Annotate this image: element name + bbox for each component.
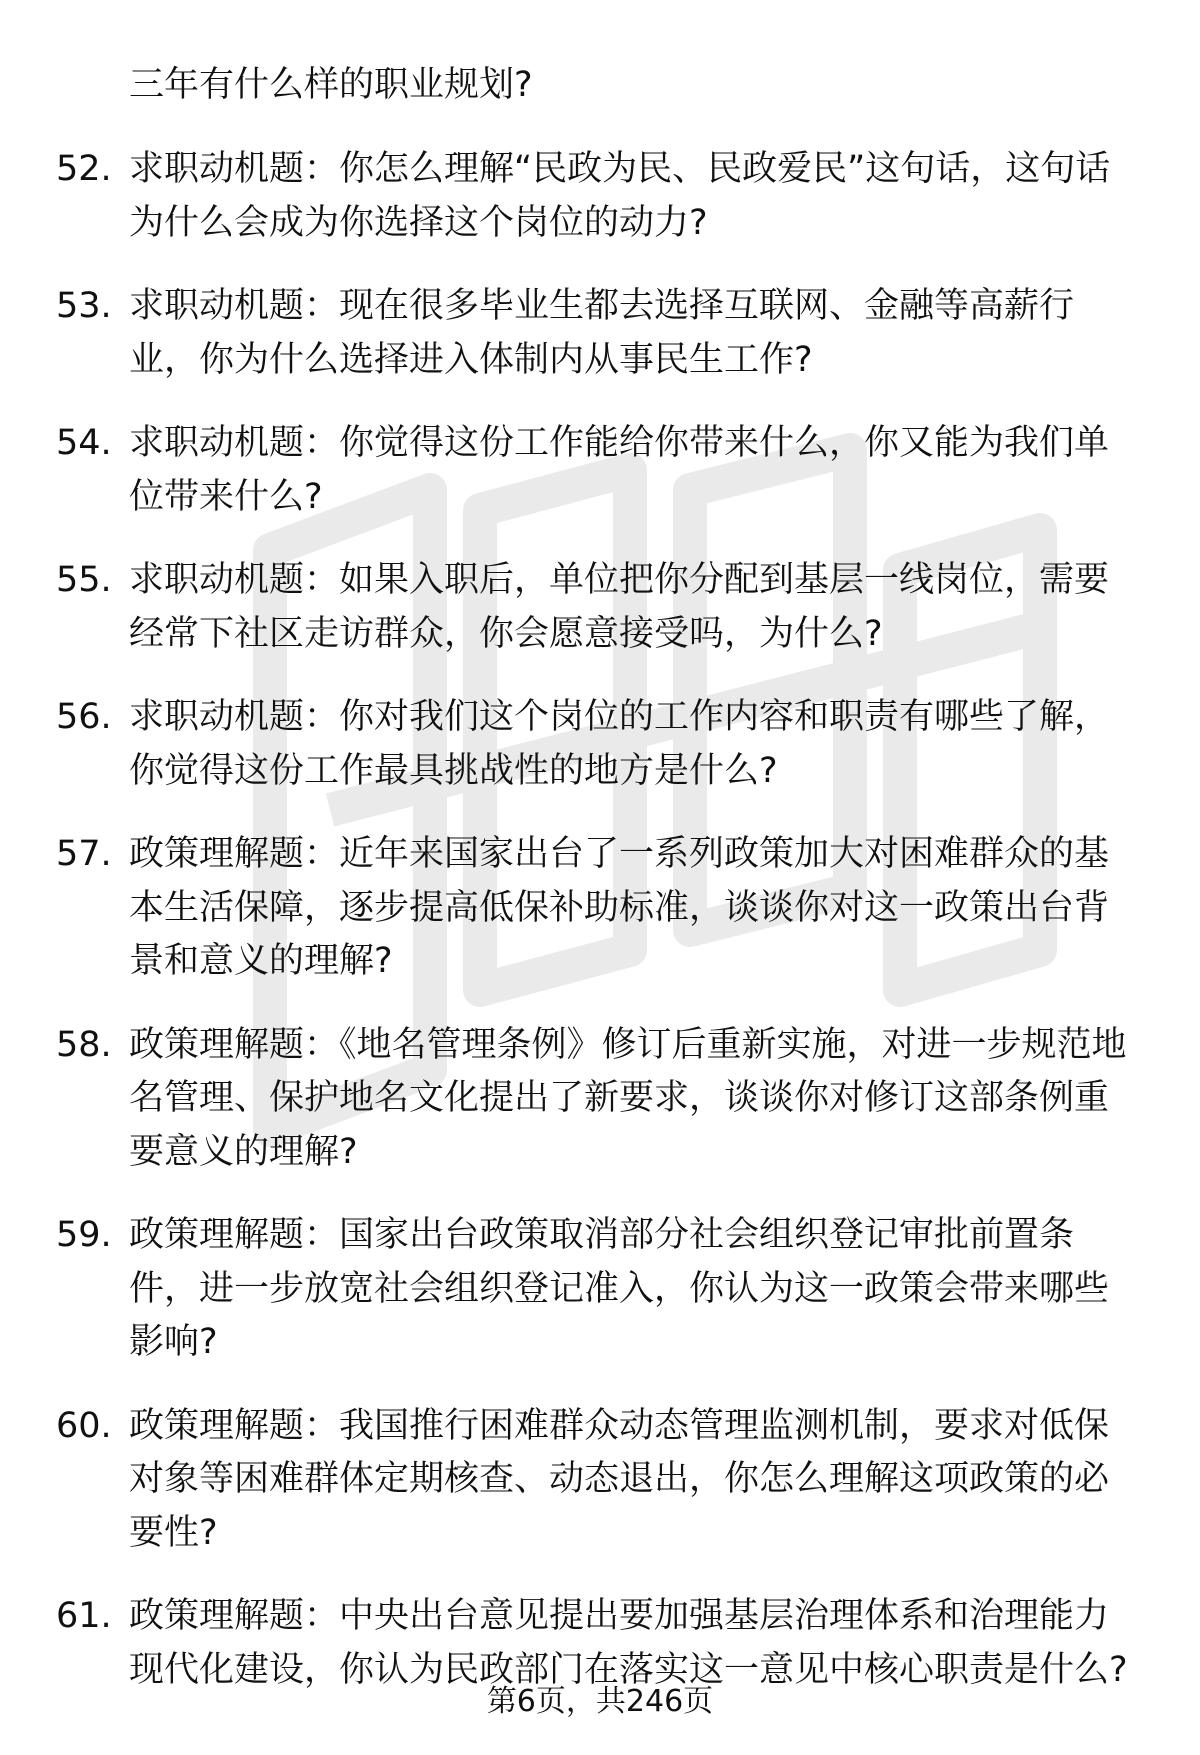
question-item xyxy=(0,554,1200,661)
question-item xyxy=(0,280,1200,387)
question-number: 57. xyxy=(56,834,112,874)
question-number: 55. xyxy=(56,560,112,600)
question-number: 53. xyxy=(56,286,112,326)
question-item xyxy=(0,1209,1200,1370)
question-item xyxy=(0,143,1200,250)
question-text: 政策理解题：中央出台意见提出要加强基层治理体系和治理能力现代化建设，你认为民政部门在落实这一意见中核心职责是什么? xyxy=(129,1596,1128,1690)
question-number: 59. xyxy=(56,1215,112,1255)
question-list xyxy=(0,143,1200,1727)
question-text: 求职动机题：你怎么理解“民政为民、民政爱民”这句话，这句话为什么会成为你选择这个岗位的动力? xyxy=(129,149,1111,243)
question-text: 求职动机题：如果入职后，单位把你分配到基层一线岗位，需要经常下社区走访群众，你会愿意接受吗，为什么? xyxy=(129,560,1110,654)
question-number: 56. xyxy=(56,697,112,737)
question-item xyxy=(0,828,1200,989)
page-number: 第6页，共246页 xyxy=(486,1684,714,1719)
question-number: 58. xyxy=(56,1024,112,1065)
question-item xyxy=(0,691,1200,798)
question-text: 求职动机题：现在很多毕业生都去选择互联网、金融等高薪行业，你为什么选择进入体制内从事民生工作? xyxy=(129,286,1075,380)
question-number: 54. xyxy=(56,423,112,463)
question-number: 61. xyxy=(56,1596,112,1636)
question-text: 政策理解题：我国推行困难群众动态管理监测机制，要求对低保对象等困难群体定期核查、动态退出，你怎么理解这项政策的必要性? xyxy=(129,1405,1110,1553)
question-number: 52. xyxy=(56,149,112,189)
question-item xyxy=(0,417,1200,524)
question-text: 政策理解题：近年来国家出台了一系列政策加大对困难群众的基本生活保障，逐步提高低保补助标准，谈谈你对这一政策出台背景和意义的理解? xyxy=(129,834,1110,981)
question-item xyxy=(0,1019,1200,1180)
question-text: 求职动机题：你对我们这个岗位的工作内容和职责有哪些了解，你觉得这份工作最具挑战性的地方是什么? xyxy=(129,697,1110,791)
question-item xyxy=(0,1400,1200,1561)
question-item xyxy=(0,1590,1200,1697)
question-text: 求职动机题：你觉得这份工作能给你带来什么，你又能为我们单位带来什么? xyxy=(129,423,1110,517)
question-text: 政策理解题：《地名管理条例》修订后重新实施，对进一步规范地名管理、保护地名文化提出了新要求，谈谈你对修订这部条例重要意义的理解? xyxy=(129,1024,1127,1172)
question-number: 60. xyxy=(56,1405,112,1446)
question-text: 政策理解题：国家出台政策取消部分社会组织登记审批前置条件，进一步放宽社会组织登记准入，你认为这一政策会带来哪些影响? xyxy=(129,1215,1110,1362)
continuation-text: 三年有什么样的职业规划? xyxy=(129,65,533,105)
